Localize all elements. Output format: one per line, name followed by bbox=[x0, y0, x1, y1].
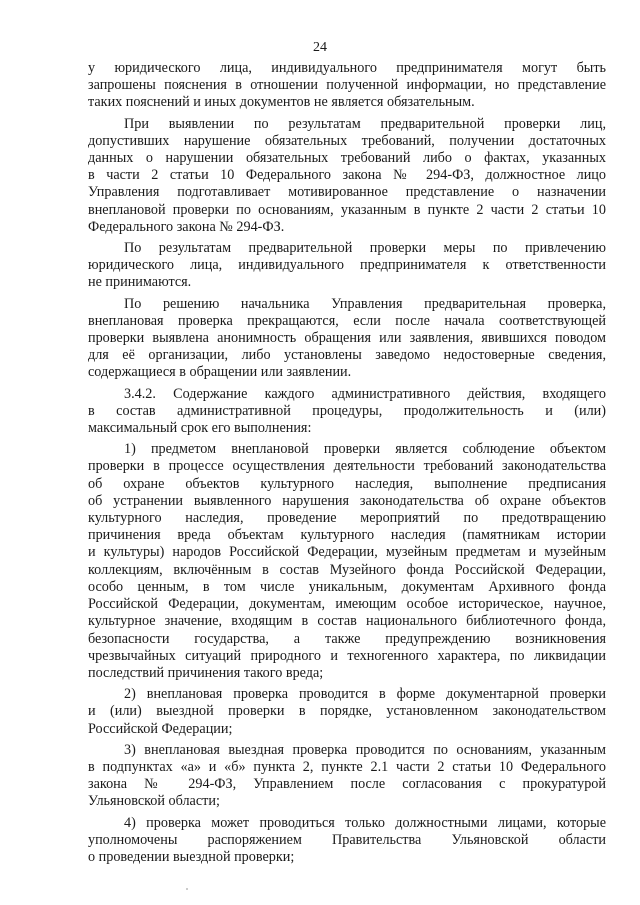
text-line: у юридического лица, индивидуального предпринимателя могут быть bbox=[88, 60, 606, 76]
paragraph bbox=[88, 815, 606, 867]
paragraph bbox=[88, 686, 606, 738]
text-line: культурное значение, входящим в состав национального библиотечного фонда, bbox=[88, 613, 606, 630]
text-line: уполномочены распоряжением Правительства Ульяновской области bbox=[88, 831, 606, 848]
text-line: Российской Федерации, документам, имеющим особое историческое, научное, bbox=[88, 596, 606, 613]
text-line: При выявлении по результатам предварительной проверки лиц, bbox=[124, 115, 606, 132]
text-line: в подпунктах «а» и «б» пункта 2, пункте 2.1 части 2 статьи 10 Федерального bbox=[88, 758, 606, 775]
text-line: внеплановая проверка прекращаются, если после начала соответствующей bbox=[88, 312, 606, 329]
text-line: 2) внеплановая проверка проводится в форме документарной проверки bbox=[124, 686, 606, 703]
document-body bbox=[88, 60, 606, 870]
text-line: об устранении выявленного нарушения законодательства об охране объектов bbox=[88, 492, 606, 509]
text-line: в части 2 статьи 10 Федерального закона № 294-ФЗ, должностное лицо bbox=[88, 167, 606, 184]
text-line: культурного наследия, проведение мероприятий по предотвращению bbox=[88, 510, 606, 527]
text-line: Управления подготавливает мотивированное представление о назначении bbox=[88, 184, 606, 201]
text-line: По решению начальника Управления предварительная проверка, bbox=[124, 295, 606, 312]
text-line: Российской Федерации; bbox=[88, 720, 233, 737]
text-line: допустивших нарушение обязательных требований, получении достаточных bbox=[88, 132, 606, 149]
text-line: 4) проверка может проводиться только должностными лицами, которые bbox=[124, 814, 606, 831]
paragraph bbox=[88, 116, 606, 236]
text-line: 3) внеплановая выездная проверка проводится по основаниям, указанным bbox=[124, 741, 606, 758]
text-line: содержащиеся в обращении или заявлении. bbox=[88, 364, 352, 381]
text-line: 3.4.2. Содержание каждого административного действия, входящего bbox=[124, 385, 606, 402]
text-line: По результатам предварительной проверки меры по привлечению bbox=[124, 240, 606, 257]
text-line: не принимаются. bbox=[88, 274, 192, 291]
text-line: и культуры) народов Российской Федерации, музейным предметам и музейным bbox=[88, 544, 606, 561]
text-line: для её организации, либо установлены заведомо недостоверные сведения, bbox=[88, 347, 606, 364]
text-line: об охране объектов культурного наследия, выполнение предписания bbox=[88, 475, 606, 492]
paragraph bbox=[88, 441, 606, 682]
text-line: причинения вреда объектам культурного наследия (памятникам истории bbox=[88, 527, 606, 544]
paragraph bbox=[88, 240, 606, 292]
text-line: последствий причинения такого вреда; bbox=[88, 664, 324, 681]
text-line: 1) предметом внеплановой проверки является соблюдение объектом bbox=[124, 441, 606, 458]
text-line: проверки выявлена анонимность обращения или заявления, явившихся поводом bbox=[88, 330, 606, 347]
paragraph bbox=[88, 60, 606, 112]
paragraph bbox=[88, 742, 606, 811]
text-line: чрезвычайных ситуаций природного и техногенного характера, по ликвидации bbox=[88, 647, 606, 664]
text-line: коллекциям, включённым в состав Музейного фонда Российской Федерации, bbox=[88, 561, 606, 578]
text-line: закона № 294-ФЗ, Управлением после согласования с прокуратурой bbox=[88, 776, 606, 793]
text-line: и (или) выездной проверки в порядке, установленном законодательством bbox=[88, 703, 606, 720]
text-line: запрошены пояснения в отношении полученной информации, но представление bbox=[88, 77, 606, 94]
text-line: проверки в процессе осуществления деятельности требований законодательства bbox=[88, 458, 606, 475]
text-line: особо ценным, в том числе уникальным, документам Архивного фонда bbox=[88, 578, 606, 595]
text-line: юридического лица, индивидуального предпринимателя к ответственности bbox=[88, 257, 606, 274]
text-line: таких пояснений и иных документов не является обязательным. bbox=[88, 94, 475, 111]
text-line: внеплановой проверки по основаниям, указанным в пункте 2 части 2 статьи 10 bbox=[88, 201, 606, 218]
text-line: Ульяновской области; bbox=[88, 793, 220, 810]
text-line: о проведении выездной проверки; bbox=[88, 848, 295, 865]
page-number: 24 bbox=[313, 40, 327, 55]
paragraph bbox=[88, 386, 606, 438]
scan-speck bbox=[186, 888, 188, 890]
text-line: в состав административной процедуры, продолжительность и (или) bbox=[88, 402, 606, 419]
text-line: данных о нарушении обязательных требований либо о фактах, указанных bbox=[88, 150, 606, 167]
text-line: Федерального закона № 294-ФЗ. bbox=[88, 218, 285, 235]
text-line: максимальный срок его выполнения: bbox=[88, 420, 312, 437]
paragraph bbox=[88, 296, 606, 382]
text-line: безопасности государства, а также предупреждению возникновения bbox=[88, 630, 606, 647]
